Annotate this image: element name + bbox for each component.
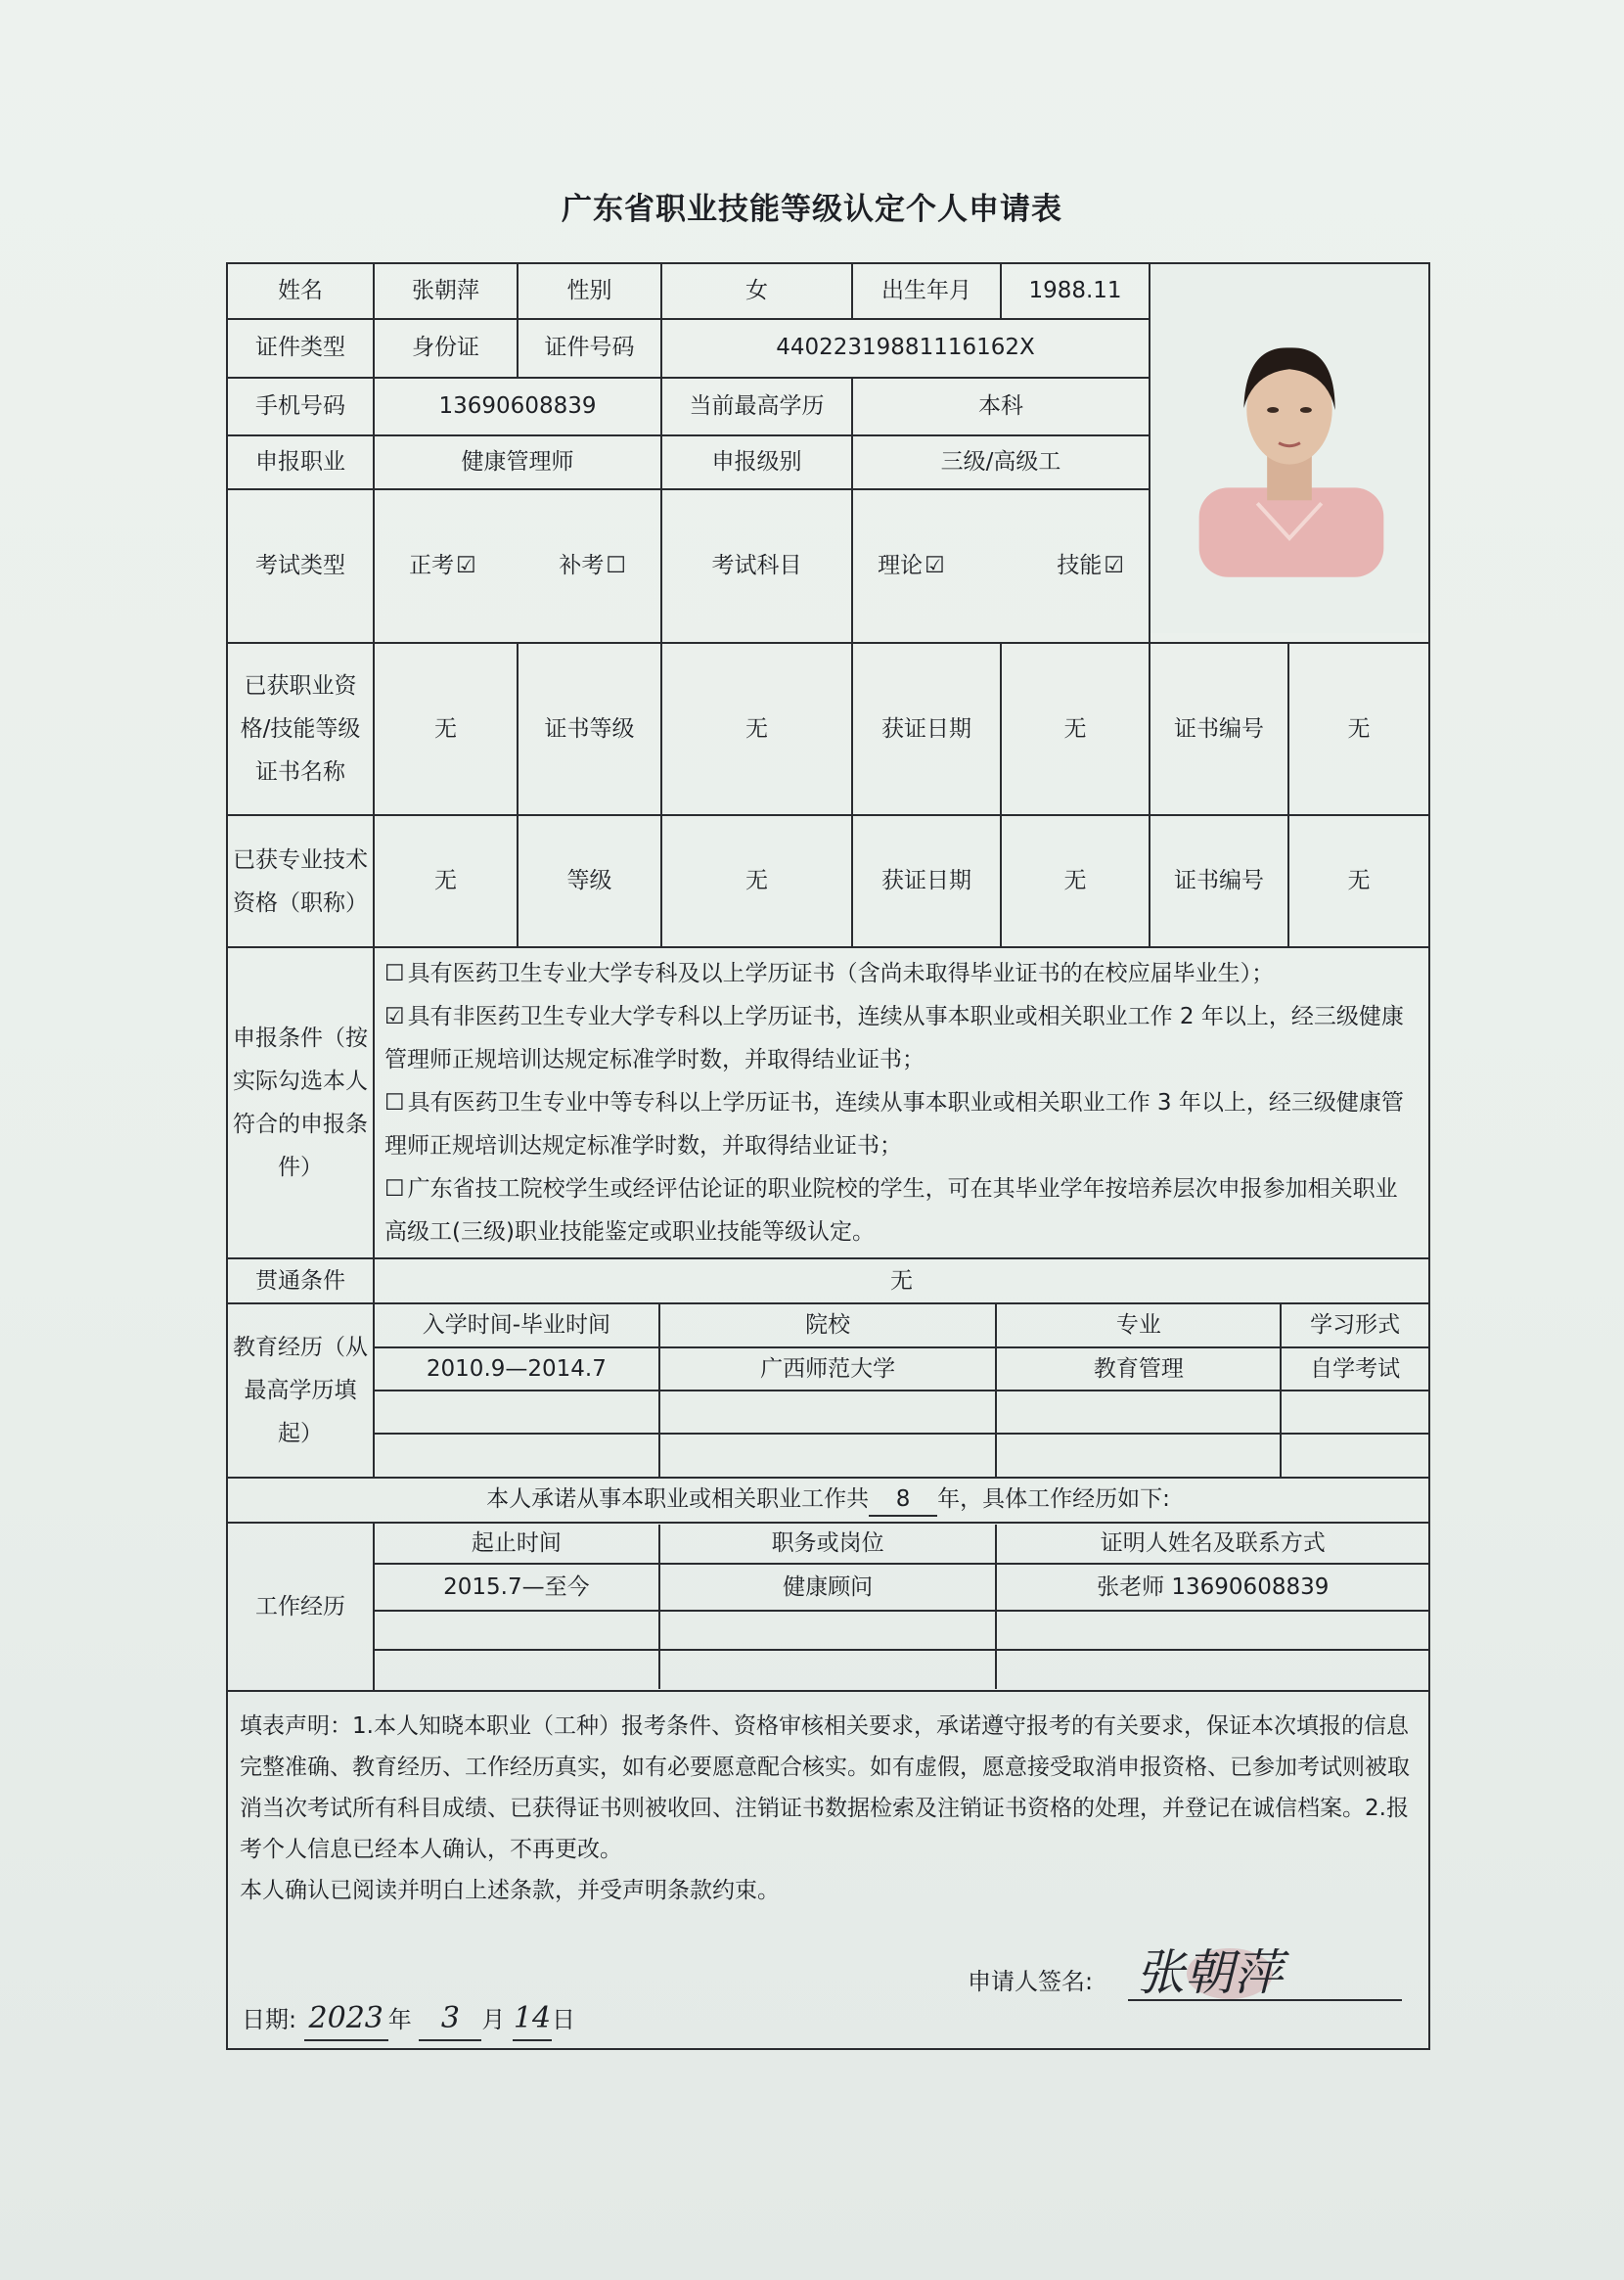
education-level-value: 本科: [852, 378, 1150, 435]
condition-checkbox-unchecked[interactable]: ☐: [384, 1090, 405, 1117]
phone-value: 13690608839: [374, 378, 661, 435]
work-years-value: 8: [869, 1484, 937, 1517]
subject-skill-checkbox[interactable]: 技能 ☑: [1057, 553, 1124, 578]
edu-school: 广西师范大学: [659, 1347, 997, 1391]
exam-regular-checkbox[interactable]: 正考 ☑: [409, 553, 476, 578]
cert-number-value: 无: [1288, 643, 1429, 815]
phone-label: 手机号码: [227, 378, 374, 435]
birth-label: 出生年月: [852, 263, 1001, 319]
job-value: 健康管理师: [374, 435, 661, 489]
exam-subject-options: [852, 489, 1150, 643]
condition-item[interactable]: ☑ 具有非医药卫生专业大学专科以上学历证书，连续从事本职业或相关职业工作 2 年以上，经三级健康管理师正规培训达规定标准学时数，并取得结业证书；: [384, 1004, 1404, 1073]
id-number-label: 证件号码: [518, 319, 661, 377]
job-label: 申报职业: [227, 435, 374, 489]
table-row: [375, 1564, 1428, 1611]
education-table: [375, 1304, 1428, 1477]
cert-number-label: 证书编号: [1150, 643, 1288, 815]
svg-text:张朝萍: 张朝萍: [1136, 1944, 1283, 2002]
edu-header-mode: 学习形式: [1281, 1304, 1428, 1347]
cert-grade-value: 无: [661, 643, 852, 815]
work-header-position: 职务或岗位: [659, 1525, 997, 1564]
condition-checkbox-unchecked[interactable]: ☐: [384, 1176, 405, 1203]
work-table: [375, 1525, 1428, 1689]
title-qualification-name: 无: [374, 815, 518, 947]
date-month: 3: [419, 1999, 481, 2041]
title-date-value: 无: [1001, 815, 1150, 947]
work-header-period: 起止时间: [375, 1525, 659, 1564]
birth-value: 1988.11: [1001, 263, 1150, 319]
work-referee: 张老师 13690608839: [996, 1564, 1428, 1611]
subject-theory-checkbox[interactable]: 理论 ☑: [878, 553, 945, 578]
date-label: 日期:: [242, 2006, 297, 2034]
edu-header-period: 入学时间-毕业时间: [375, 1304, 659, 1347]
cert-qualification-label: 已获职业资格/技能等级证书名称: [227, 643, 374, 815]
declaration-cell: [227, 1691, 1429, 2049]
apply-level-label: 申报级别: [661, 435, 852, 489]
id-type-value: 身份证: [374, 319, 518, 377]
signature-area: [228, 1921, 1428, 2048]
work-label: 工作经历: [227, 1523, 374, 1691]
signature-label: 申请人签名:: [968, 1968, 1094, 1996]
conditions-label: 申报条件（按实际勾选本人符合的申报条件）: [227, 947, 374, 1258]
through-label: 贯通条件: [227, 1258, 374, 1303]
title-grade-value: 无: [661, 815, 852, 947]
cert-grade-label: 证书等级: [518, 643, 661, 815]
title-grade-label: 等级: [518, 815, 661, 947]
declaration-text: 填表声明：1.本人知晓本职业（工种）报考条件、资格审核相关要求，承诺遵守报考的有关要求，保证本次填报的信息完整准确、教育经历、工作经历真实，如有必要愿意配合核实。如有虚假，愿意接受取消申报资格、已参加考试则被取消当次考试所有科目成绩、已获得证书则被收回、注销证书数据检索及注销证书资格的处理，并登记在诚信档案。2.报考个人信息已经本人确认，不再更改。: [240, 1713, 1410, 1863]
condition-item[interactable]: ☐ 具有医药卫生专业大学专科及以上学历证书（含尚未取得毕业证书的在校应届毕业生）；: [384, 961, 1275, 987]
id-type-label: 证件类型: [227, 319, 374, 377]
date-day: 14: [513, 1999, 552, 2041]
title-number-label: 证书编号: [1150, 815, 1288, 947]
declaration-confirm: 本人确认已阅读并明白上述条款，并受声明条款约束。: [240, 1878, 780, 1904]
title-number-value: 无: [1288, 815, 1429, 947]
name-value: 张朝萍: [374, 263, 518, 319]
condition-item[interactable]: ☐ 具有医药卫生专业中等专科以上学历证书，连续从事本职业或相关职业工作 3 年以上，经三级健康管理师正规培训达规定标准学时数，并取得结业证书；: [384, 1090, 1404, 1160]
id-number-value: 44022319881116162X: [661, 319, 1150, 377]
work-table-cell: [374, 1523, 1429, 1691]
edu-period: 2010.9—2014.7: [375, 1347, 659, 1391]
applicant-photo: [1150, 264, 1428, 633]
title-date-label: 获证日期: [852, 815, 1001, 947]
through-value: 无: [374, 1258, 1429, 1303]
exam-type-options: [374, 489, 661, 643]
education-label: 教育经历（从最高学历填起）: [227, 1303, 374, 1478]
exam-makeup-checkbox[interactable]: 补考 ☐: [559, 553, 626, 578]
date-year: 2023: [304, 1999, 388, 2041]
exam-subject-label: 考试科目: [661, 489, 852, 643]
table-row: [375, 1650, 1428, 1689]
work-period: 2015.7—至今: [375, 1564, 659, 1611]
application-form: [226, 262, 1430, 2050]
date-row: 日期: 2023 年 3 月 14日: [242, 1999, 575, 2041]
gender-label: 性别: [518, 263, 661, 319]
photo-cell: [1150, 263, 1429, 643]
edu-header-school: 院校: [659, 1304, 997, 1347]
apply-level-value: 三级/高级工: [852, 435, 1150, 489]
education-level-label: 当前最高学历: [661, 378, 852, 435]
work-position: 健康顾问: [659, 1564, 997, 1611]
conditions-list: [374, 947, 1429, 1258]
form-title: 广东省职业技能等级认定个人申请表: [562, 192, 1062, 227]
table-row: [375, 1611, 1428, 1650]
work-header-referee: 证明人姓名及联系方式: [996, 1525, 1428, 1564]
exam-type-label: 考试类型: [227, 489, 374, 643]
cert-date-value: 无: [1001, 643, 1150, 815]
work-promise: 本人承诺从事本职业或相关职业工作共 8 年，具体工作经历如下:: [227, 1478, 1429, 1523]
edu-mode: 自学考试: [1281, 1347, 1428, 1391]
cert-date-label: 获证日期: [852, 643, 1001, 815]
title-qualification-label: 已获专业技术资格（职称）: [227, 815, 374, 947]
handwritten-signature: [1128, 1937, 1402, 2007]
condition-checkbox-unchecked[interactable]: ☐: [384, 961, 405, 987]
cert-qualification-name: 无: [374, 643, 518, 815]
table-row: [375, 1347, 1428, 1391]
gender-value: 女: [661, 263, 852, 319]
table-row: [375, 1434, 1428, 1477]
signature-line: [1128, 1999, 1402, 2001]
condition-item[interactable]: ☐ 广东省技工院校学生或经评估论证的职业院校的学生，可在其毕业学年按培养层次申报参加相关职业高级工(三级)职业技能鉴定或职业技能等级认定。: [384, 1176, 1398, 1246]
table-row: [375, 1391, 1428, 1434]
education-table-cell: [374, 1303, 1429, 1478]
edu-major: 教育管理: [996, 1347, 1281, 1391]
name-label: 姓名: [227, 263, 374, 319]
edu-header-major: 专业: [996, 1304, 1281, 1347]
condition-checkbox-checked[interactable]: ☑: [384, 1004, 405, 1030]
